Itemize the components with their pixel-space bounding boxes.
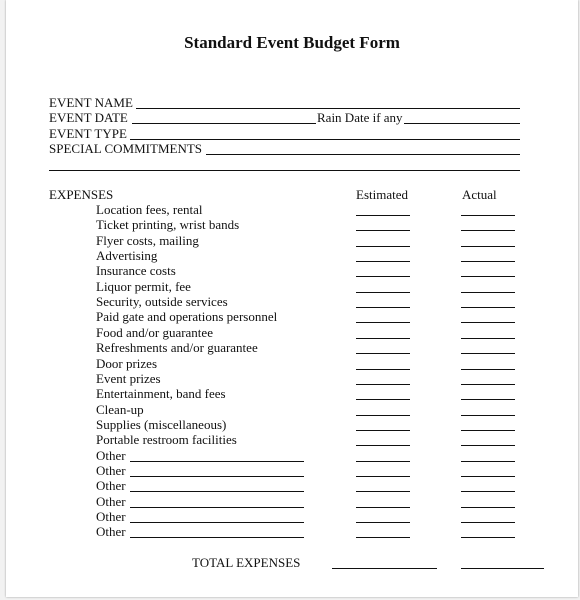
- other-description-field[interactable]: [130, 522, 304, 523]
- other-description-field[interactable]: [130, 476, 304, 477]
- expense-item-label: Insurance costs: [96, 263, 176, 279]
- event-type-field[interactable]: [130, 139, 520, 140]
- expense-item-label: Ticket printing, wrist bands: [96, 217, 240, 233]
- actual-amount-field[interactable]: [461, 507, 515, 508]
- actual-amount-field[interactable]: [461, 399, 515, 400]
- estimated-amount-field[interactable]: [356, 415, 410, 416]
- other-description-field[interactable]: [130, 461, 304, 462]
- expense-item-label: Other: [96, 493, 126, 509]
- event-name-label: EVENT NAME: [49, 95, 133, 110]
- actual-amount-field[interactable]: [461, 384, 515, 385]
- actual-amount-field[interactable]: [461, 322, 515, 323]
- expense-item-label: Liquor permit, fee: [96, 278, 191, 294]
- estimated-amount-field[interactable]: [356, 338, 410, 339]
- actual-amount-field[interactable]: [461, 338, 515, 339]
- other-description-field[interactable]: [130, 507, 304, 508]
- rain-date-field[interactable]: [404, 123, 520, 124]
- estimated-amount-field[interactable]: [356, 246, 410, 247]
- actual-amount-field[interactable]: [461, 215, 515, 216]
- estimated-column-header: Estimated: [356, 187, 408, 202]
- actual-amount-field[interactable]: [461, 491, 515, 492]
- expense-item-label: Supplies (miscellaneous): [96, 416, 227, 432]
- actual-amount-field[interactable]: [461, 276, 515, 277]
- expense-item-label: Other: [96, 462, 126, 478]
- actual-amount-field[interactable]: [461, 476, 515, 477]
- estimated-amount-field[interactable]: [356, 230, 410, 231]
- special-commitments-field-2[interactable]: [49, 170, 520, 171]
- actual-amount-field[interactable]: [461, 522, 515, 523]
- actual-amount-field[interactable]: [461, 292, 515, 293]
- estimated-amount-field[interactable]: [356, 537, 410, 538]
- expenses-heading: EXPENSES: [49, 187, 114, 202]
- expense-item-label: Clean-up: [96, 401, 144, 417]
- total-expenses-label: TOTAL EXPENSES: [192, 555, 301, 570]
- estimated-amount-field[interactable]: [356, 399, 410, 400]
- estimated-amount-field[interactable]: [356, 353, 410, 354]
- actual-amount-field[interactable]: [461, 230, 515, 231]
- actual-amount-field[interactable]: [461, 353, 515, 354]
- form-page: [6, 0, 578, 597]
- estimated-amount-field[interactable]: [356, 261, 410, 262]
- actual-amount-field[interactable]: [461, 246, 515, 247]
- estimated-amount-field[interactable]: [356, 276, 410, 277]
- estimated-amount-field[interactable]: [356, 292, 410, 293]
- actual-amount-field[interactable]: [461, 430, 515, 431]
- estimated-amount-field[interactable]: [356, 369, 410, 370]
- other-description-field[interactable]: [130, 537, 304, 538]
- form-title: Standard Event Budget Form: [184, 33, 400, 52]
- expense-item-label: Entertainment, band fees: [96, 386, 226, 402]
- estimated-amount-field[interactable]: [356, 322, 410, 323]
- expense-item-label: Food and/or guarantee: [96, 324, 213, 340]
- actual-column-header: Actual: [462, 187, 497, 202]
- actual-amount-field[interactable]: [461, 369, 515, 370]
- event-type-label: EVENT TYPE: [49, 126, 127, 141]
- expense-item-label: Paid gate and operations personnel: [96, 309, 278, 325]
- estimated-amount-field[interactable]: [356, 491, 410, 492]
- expense-item-label: Other: [96, 524, 126, 540]
- event-date-field[interactable]: [132, 123, 316, 124]
- special-commitments-field[interactable]: [206, 154, 520, 155]
- actual-amount-field[interactable]: [461, 537, 515, 538]
- expense-item-label: Advertising: [96, 248, 158, 264]
- expense-item-label: Security, outside services: [96, 294, 228, 310]
- estimated-amount-field[interactable]: [356, 445, 410, 446]
- expense-item-label: Event prizes: [96, 370, 161, 386]
- estimated-amount-field[interactable]: [356, 476, 410, 477]
- expense-item-label: Location fees, rental: [96, 202, 203, 217]
- special-commitments-label: SPECIAL COMMITMENTS: [49, 141, 203, 156]
- estimated-amount-field[interactable]: [356, 384, 410, 385]
- estimated-amount-field[interactable]: [356, 307, 410, 308]
- estimated-amount-field[interactable]: [356, 215, 410, 216]
- total-actual-field[interactable]: [461, 568, 544, 569]
- expense-item-label: Door prizes: [96, 355, 158, 371]
- event-date-label: EVENT DATE: [49, 110, 128, 125]
- expense-item-label: Other: [96, 509, 126, 524]
- estimated-amount-field[interactable]: [356, 461, 410, 462]
- expense-item-label: Refreshments and/or guarantee: [96, 340, 258, 356]
- rain-date-label: Rain Date if any: [317, 110, 403, 125]
- actual-amount-field[interactable]: [461, 445, 515, 446]
- event-name-field[interactable]: [136, 108, 520, 109]
- other-description-field[interactable]: [130, 491, 304, 492]
- actual-amount-field[interactable]: [461, 461, 515, 462]
- actual-amount-field[interactable]: [461, 261, 515, 262]
- actual-amount-field[interactable]: [461, 415, 515, 416]
- expense-item-label: Portable restroom facilities: [96, 432, 237, 448]
- total-estimated-field[interactable]: [332, 568, 437, 569]
- estimated-amount-field[interactable]: [356, 430, 410, 431]
- expense-item-label: Other: [96, 447, 126, 463]
- estimated-amount-field[interactable]: [356, 507, 410, 508]
- expense-item-label: Flyer costs, mailing: [96, 232, 199, 248]
- actual-amount-field[interactable]: [461, 307, 515, 308]
- expense-item-label: Other: [96, 478, 126, 494]
- estimated-amount-field[interactable]: [356, 522, 410, 523]
